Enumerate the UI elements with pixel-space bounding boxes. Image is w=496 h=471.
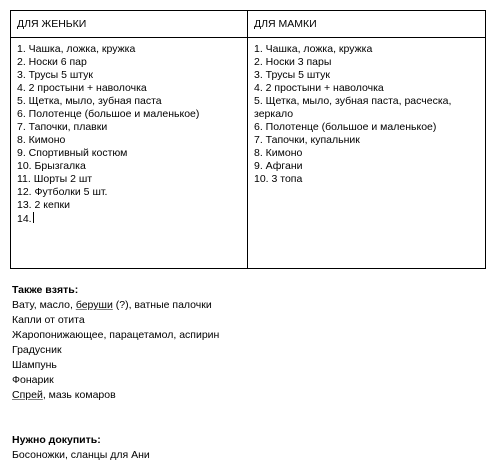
list-item: 1. Чашка, ложка, кружка: [17, 43, 136, 55]
list-item: 8. Кимоно: [17, 134, 66, 146]
to-buy-list: [12, 448, 486, 463]
list-item: 10. 3 топа: [254, 173, 303, 185]
list-item: 3. Трусы 5 штук: [17, 69, 94, 81]
list-item: Капли от отита: [12, 314, 85, 326]
list-mamka: [254, 43, 479, 186]
list-item: 1. Чашка, ложка, кружка: [254, 43, 373, 55]
list-item: 11. Шорты 2 шт: [17, 173, 93, 185]
list-item: 5. Щетка, мыло, зубная паста: [17, 95, 162, 107]
list-item: Босоножки, сланцы для Ани: [12, 449, 150, 461]
list-item: 4. 2 простыни + наволочка: [254, 82, 384, 94]
header-mamka: ДЛЯ МАМКИ: [254, 18, 317, 30]
spellcheck-word: Спрей: [12, 389, 43, 401]
list-cell-zhenka[interactable]: [11, 38, 248, 269]
also-take-section: [12, 283, 486, 403]
list-item: Вату, масло, беруши (?), ватные палочки: [12, 299, 212, 311]
list-item: 9. Спортивный костюм: [17, 147, 128, 159]
list-item: 14.: [17, 213, 32, 225]
list-item: 2. Носки 3 пары: [254, 56, 332, 68]
list-zhenka: [17, 43, 241, 226]
list-item: Спрей, мазь комаров: [12, 389, 116, 401]
packing-table: [10, 10, 486, 269]
list-item: зеркало: [254, 108, 294, 120]
header-cell-mamka: [248, 11, 486, 38]
list-item: Градусник: [12, 344, 62, 356]
list-item: 3. Трусы 5 штук: [254, 69, 331, 81]
text-cursor: [33, 212, 34, 223]
list-item: 6. Полотенце (большое и маленькое): [17, 108, 200, 120]
list-item: Фонарик: [12, 374, 54, 386]
also-take-title: Также взять:: [12, 284, 79, 296]
list-item: 8. Кимоно: [254, 147, 303, 159]
document: [10, 10, 486, 471]
to-buy-section: [12, 433, 486, 471]
header-cell-zhenka: [11, 11, 248, 38]
spellcheck-word: беруши: [75, 299, 113, 311]
list-item: Шампунь: [12, 359, 57, 371]
list-item: 12. Футболки 5 шт.: [17, 186, 108, 198]
list-item: 10. Брызгалка: [17, 160, 86, 172]
list-item: 7. Тапочки, купальник: [254, 134, 360, 146]
list-item: 4. 2 простыни + наволочка: [17, 82, 147, 94]
list-cell-mamka[interactable]: [248, 38, 486, 269]
list-item: 6. Полотенце (большое и маленькое): [254, 121, 437, 133]
to-buy-title: Нужно докупить:: [12, 434, 101, 446]
list-item: Жаропонижающее, парацетамол, аспирин: [12, 329, 220, 341]
header-zhenka: ДЛЯ ЖЕНЬКИ: [17, 18, 87, 30]
list-item: 2. Носки 6 пар: [17, 56, 87, 68]
list-item: 9. Афгани: [254, 160, 303, 172]
list-item: 5. Щетка, мыло, зубная паста, расческа,: [254, 95, 452, 107]
list-item: 13. 2 кепки: [17, 199, 70, 211]
cut-off-line: [12, 463, 486, 471]
also-take-list: [12, 298, 486, 403]
list-item: 7. Тапочки, плавки: [17, 121, 108, 133]
